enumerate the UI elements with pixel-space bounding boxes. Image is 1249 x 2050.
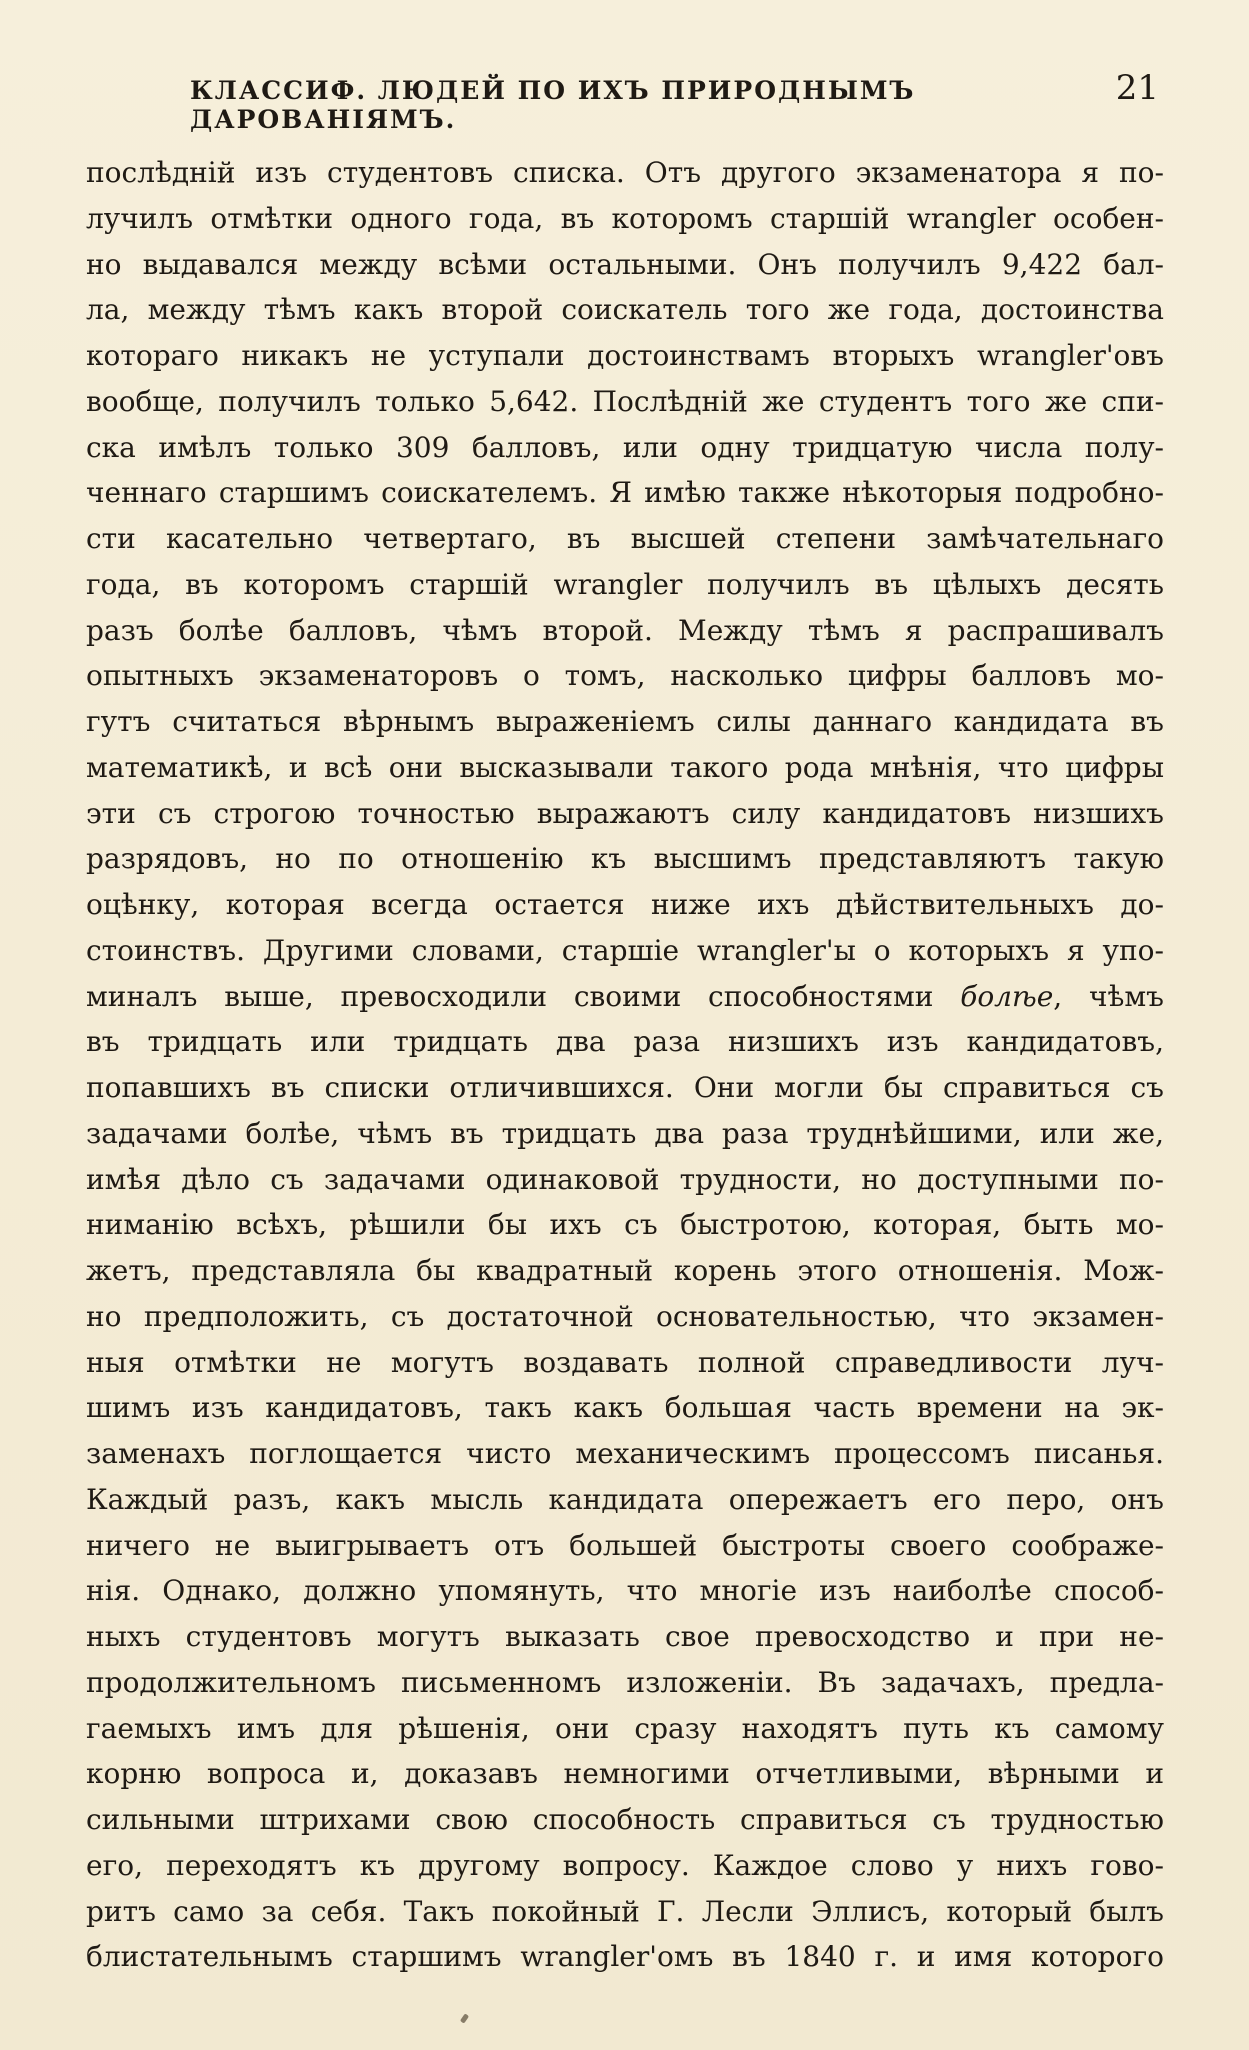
text-line: опытныхъ экзаменаторовъ о томъ, насколько цифры балловъ мо- xyxy=(86,659,1164,693)
text-line: сти касательно четвертаго, въ высшей степени замѣчательнаго xyxy=(86,522,1164,555)
text-line: гутъ считаться вѣрнымъ выраженіемъ силы даннаго кандидата въ xyxy=(86,705,1164,738)
ink-speck xyxy=(460,2013,469,2023)
text-line: лучилъ отмѣтки одного года, въ которомъ старшій wrangler особен- xyxy=(86,201,1164,235)
text-line: ченнаго старшимъ соискателемъ. Я имѣю также нѣкоторыя подробно- xyxy=(86,476,1164,510)
text-line: имѣя дѣло съ задачами одинаковой трудности, но доступными по- xyxy=(86,1162,1164,1196)
text-line: ритъ само за себя. Такъ покойный Г. Лесли Эллисъ, который былъ xyxy=(86,1894,1164,1928)
text-line: математикѣ, и всѣ они высказывали такого рода мнѣнія, что цифры xyxy=(86,750,1164,784)
text-line: корню вопроса и, доказавъ немногими отчетливыми, вѣрными и xyxy=(86,1757,1164,1791)
text-line: сильными штрихами свою способность справиться съ трудностью xyxy=(86,1803,1164,1836)
text-line: въ тридцать или тридцать два раза низшихъ изъ кандидатовъ, xyxy=(86,1025,1164,1059)
text-line: ниманію всѣхъ, рѣшили бы ихъ съ быстротою, которая, быть мо- xyxy=(86,1208,1164,1242)
text-line: блистательнымъ старшимъ wrangler'омъ въ 1840 г. и имя которого xyxy=(86,1940,1164,1974)
text-line: но предположить, съ достаточной основательностью, что экзамен- xyxy=(86,1299,1164,1333)
text-line: ныя отмѣтки не могутъ воздавать полной справедливости луч- xyxy=(86,1345,1164,1379)
text-line: разъ болѣе балловъ, чѣмъ второй. Между тѣмъ я распрашивалъ xyxy=(86,613,1164,647)
text-line: стоинствъ. Другими словами, старшіе wrangler'ы о которыхъ я упо- xyxy=(86,933,1164,967)
text-line: попавшихъ въ списки отличившихся. Они могли бы справиться съ xyxy=(86,1071,1164,1104)
running-head xyxy=(90,68,1159,134)
text-line: гаемыхъ имъ для рѣшенія, они сразу находятъ путь къ самому xyxy=(86,1711,1164,1745)
text-line: котораго никакъ не уступали достоинствамъ вторыхъ wrangler'овъ xyxy=(86,339,1164,372)
text-line-with-italic xyxy=(86,974,1164,1020)
text-line: заменахъ поглощается чисто механическимъ процессомъ писанья. xyxy=(86,1437,1164,1470)
text-line: послѣдній изъ студентовъ списка. Отъ другого экзаменатора я по- xyxy=(86,156,1164,189)
italic-word: болѣе xyxy=(960,979,1054,1013)
text-line: Каждый разъ, какъ мысль кандидата опережаетъ его перо, онъ xyxy=(86,1482,1164,1516)
text-line: разрядовъ, но по отношенію къ высшимъ представляютъ такую xyxy=(86,842,1164,876)
text-segment: , чѣмъ xyxy=(1053,979,1164,1013)
body-text xyxy=(86,150,1164,1980)
text-line: вообще, получилъ только 5,642. Послѣдній же студентъ того же спи- xyxy=(86,384,1164,418)
text-line: ла, между тѣмъ какъ второй соискатель того же года, достоинства xyxy=(86,293,1164,327)
text-line: нія. Однако, должно упомянуть, что многіе изъ наиболѣе способ- xyxy=(86,1574,1164,1608)
text-line: ска имѣлъ только 309 балловъ, или одну тридцатую числа полу- xyxy=(86,430,1164,464)
text-line: жетъ, представляла бы квадратный корень этого отношенія. Мож- xyxy=(86,1254,1164,1287)
running-title: КЛАССИФ. ЛЮДЕЙ ПО ИХЪ ПРИРОДНЫМЪ ДАРОВАНІЯМЪ. xyxy=(190,76,916,134)
text-line: оцѣнку, которая всегда остается ниже ихъ дѣйствительныхъ до- xyxy=(86,888,1164,921)
page-number: 21 xyxy=(1115,68,1159,108)
text-line: шимъ изъ кандидатовъ, такъ какъ большая часть времени на эк- xyxy=(86,1391,1164,1425)
text-line: ничего не выигрываетъ отъ большей быстроты своего соображе- xyxy=(86,1528,1164,1562)
text-line: продолжительномъ письменномъ изложеніи. Въ задачахъ, предла- xyxy=(86,1665,1164,1699)
text-line: ныхъ студентовъ могутъ выказать свое превосходство и при не- xyxy=(86,1620,1164,1653)
text-line: эти съ строгою точностью выражаютъ силу кандидатовъ низшихъ xyxy=(86,796,1164,830)
text-line: задачами болѣе, чѣмъ въ тридцать два раза труднѣйшими, или же, xyxy=(86,1116,1164,1150)
text-line: его, переходятъ къ другому вопросу. Каждое слово у нихъ гово- xyxy=(86,1848,1164,1882)
text-segment: миналъ выше, превосходили своими способностями xyxy=(86,979,961,1013)
text-line: но выдавался между всѣми остальными. Онъ получилъ 9,422 бал- xyxy=(86,247,1164,281)
text-line: года, въ которомъ старшій wrangler получилъ въ цѣлыхъ десять xyxy=(86,567,1164,601)
